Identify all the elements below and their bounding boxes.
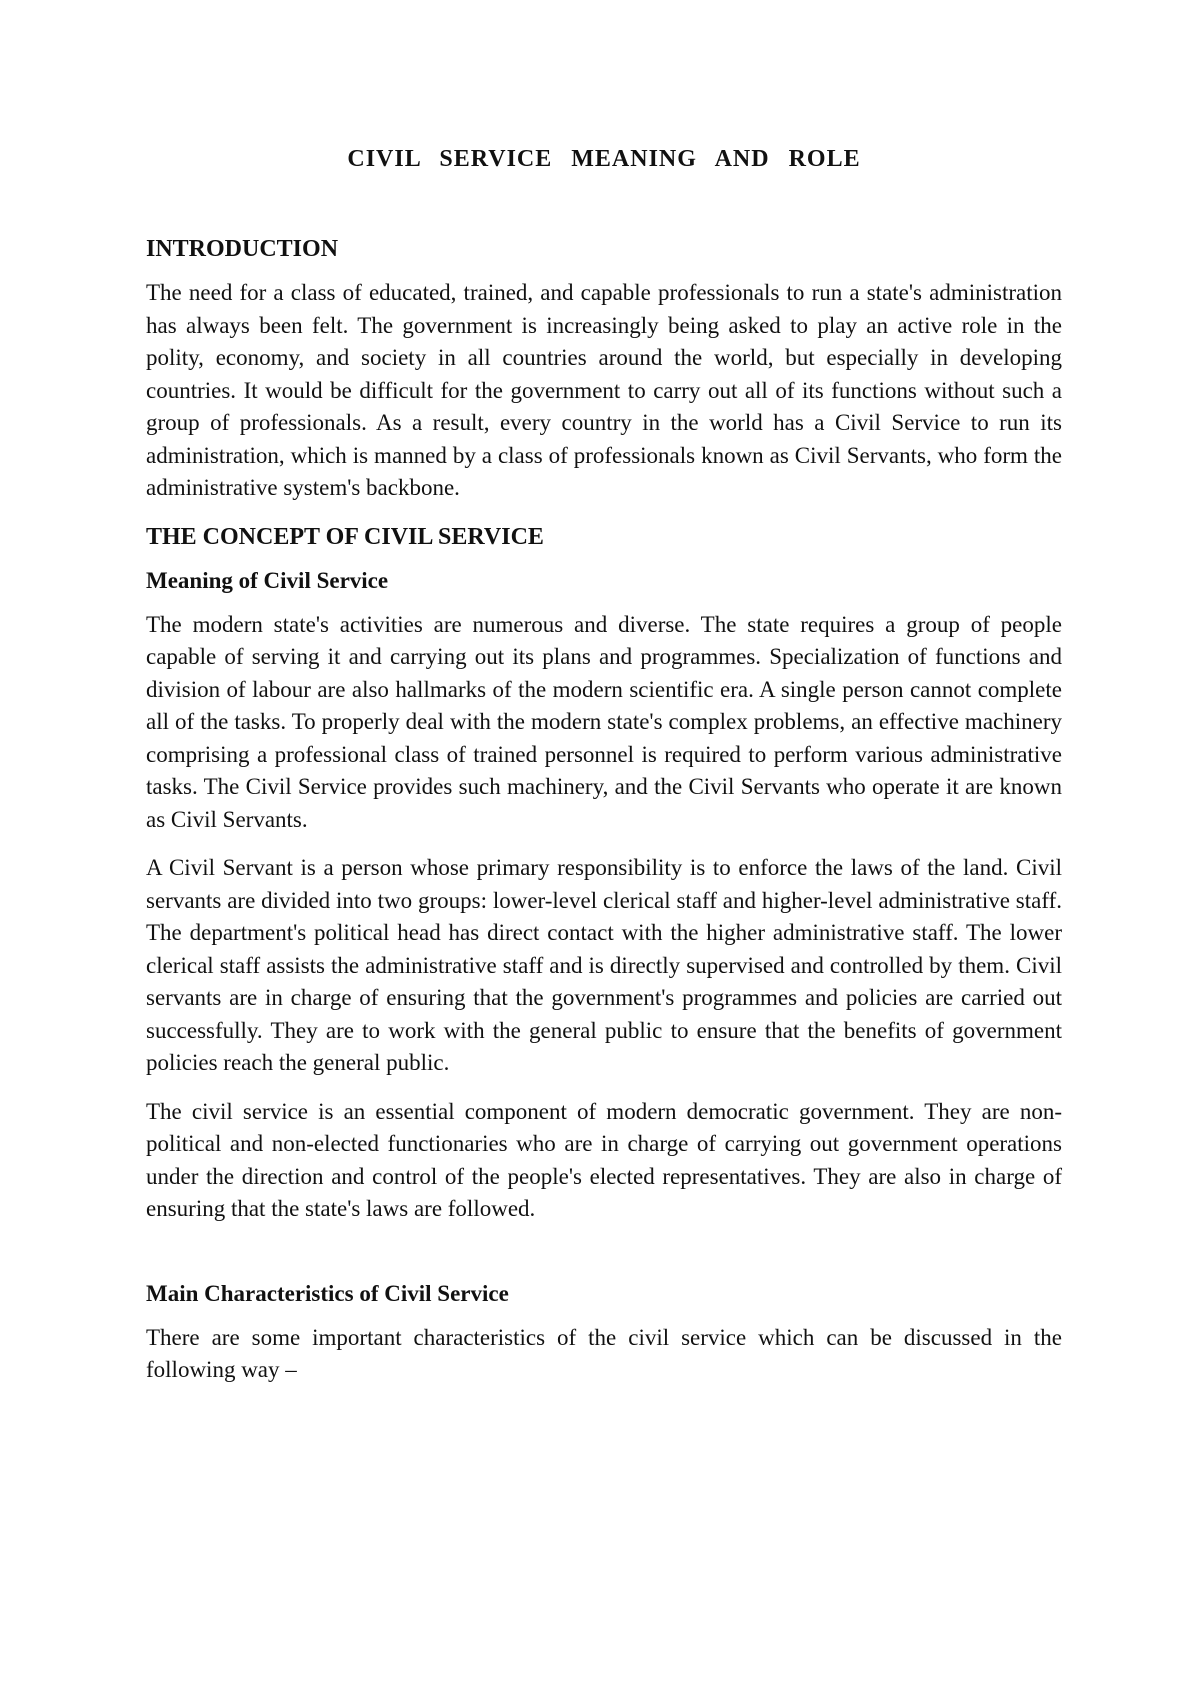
characteristics-paragraph: There are some important characteristics of the civil service which can be discussed in the following way –: [146, 1324, 1062, 1382]
introduction-paragraph: The need for a class of educated, trained, and capable professionals to run a state's administration has always been felt. The government is increasingly being asked to play an active role in the polity, economy, and society in all countries around the world, but especially in developing countries. It would be difficult for the government to carry out all of its functions without such a group of professionals. As a result, every country in the world has a Civil Service to run its administration, which is manned by a class of professionals known as Civil Servants, who form the administrative system's backbone.: [146, 280, 1062, 500]
concept-heading: THE CONCEPT OF CIVIL SERVICE: [146, 523, 544, 550]
section-spacer: [146, 1242, 1062, 1278]
introduction-heading: INTRODUCTION: [146, 236, 339, 262]
meaning-paragraph-3: The civil service is an essential component of modern democratic government. They are non-political and non-elected functionaries who are in charge of carrying out government operations under the direction and control of the people's elected representatives. They are also in charge of ensuring that the state's laws are followed.: [146, 1098, 1062, 1221]
document-body: [146, 146, 1062, 1403]
document-title: CIVIL SERVICE MEANING AND ROLE: [347, 146, 861, 172]
meaning-subheading: Meaning of Civil Service: [146, 567, 389, 593]
meaning-paragraph-2: A Civil Servant is a person whose primary responsibility is to enforce the laws of the land. Civil servants are divided into two groups: lower-level clerical staff and higher-level administrative staff. The department's political head has direct contact with the higher administrative staff. The lower clerical staff assists the administrative staff and is directly supervised and controlled by them. Civil servants are in charge of ensuring that the government's programmes and policies are carried out successfully. They are to work with the general public to ensure that the benefits of government policies reach the general public.: [146, 855, 1062, 1075]
characteristics-subheading: Main Characteristics of Civil Service: [146, 1280, 509, 1306]
meaning-paragraph-1: The modern state's activities are numerous and diverse. The state requires a group of people capable of serving it and carrying out its plans and programmes. Specialization of functions and division of labour are also hallmarks of the modern scientific era. A single person cannot complete all of the tasks. To properly deal with the modern state's complex problems, an effective machinery comprising a professional class of trained personnel is required to perform various administrative tasks. The Civil Service provides such machinery, and the Civil Servants who operate it are known as Civil Servants.: [146, 611, 1062, 832]
